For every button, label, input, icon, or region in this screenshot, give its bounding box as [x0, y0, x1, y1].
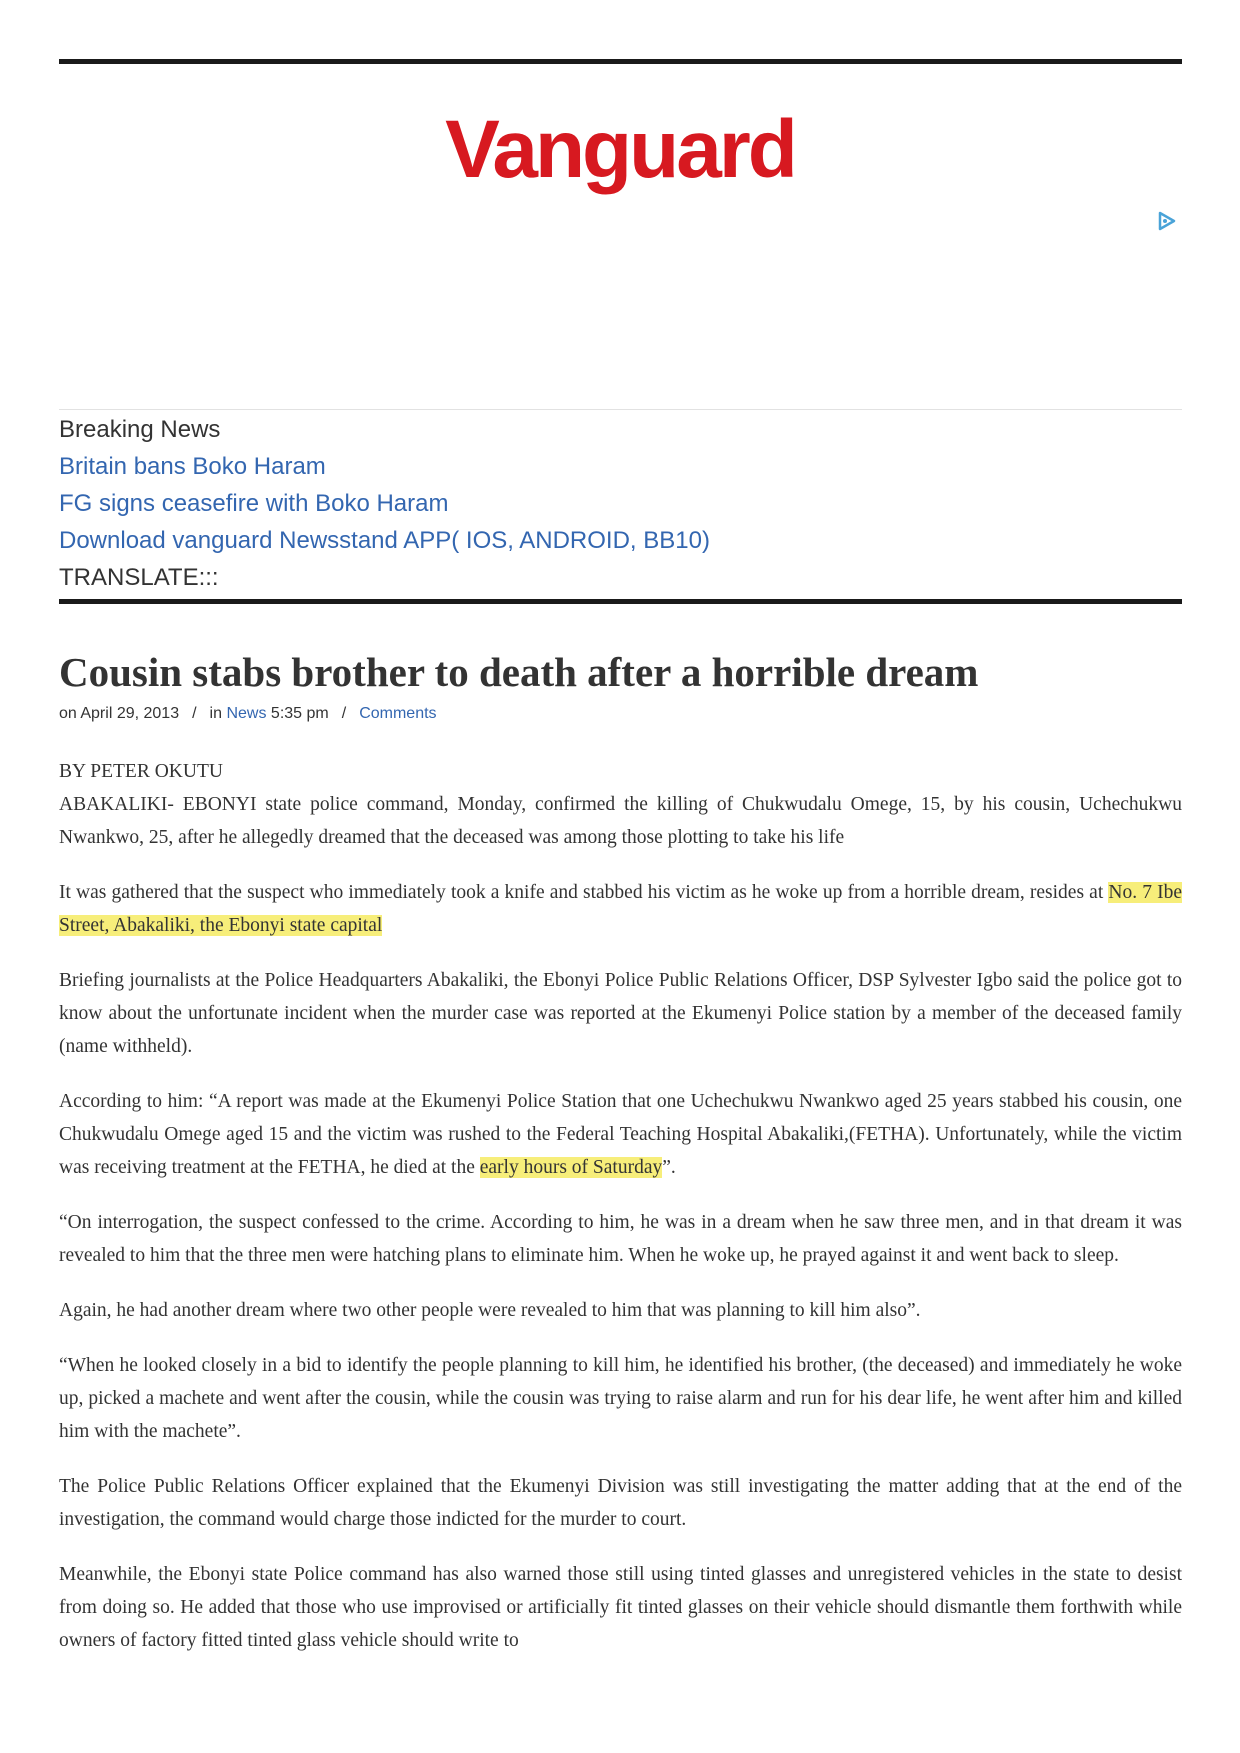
paragraph-text: ”. [662, 1157, 676, 1178]
paragraph-text: According to him: “A report was made at the Ekumenyi Police Station that one Uchechukwu Nwankwo aged 25 years stabbed his cousin, one Chukwudalu Omege aged 15 and the victim was rushed to the Federal Teaching Hospital Abakaliki,(FETHA). Unfortunately, while the victim was receiving treatment at the FETHA, he died at the [59, 1091, 1182, 1178]
article-paragraph: The Police Public Relations Officer explained that the Ekumenyi Division was still investigating the matter adding that at the end of the investigation, the command would charge those indicted for the murder to court. [59, 1476, 1182, 1530]
article-paragraph [59, 1085, 1182, 1184]
article-paragraph [59, 876, 1182, 942]
header-rule [59, 599, 1182, 604]
article-time: 5:35 pm [270, 705, 329, 722]
top-rule [59, 59, 1182, 64]
article-date: on April 29, 2013 [59, 705, 180, 722]
article-body [59, 755, 1182, 1679]
article-meta [59, 705, 437, 723]
translate-label[interactable]: TRANSLATE::: [59, 564, 219, 591]
article-paragraph: “When he looked closely in a bid to identify the people planning to kill him, he identified his brother, (the deceased) and immediately he woke up, picked a machete and went after the cousin, while the cousin was trying to raise alarm and run for his dear life, he went after him and killed him with the machete”. [59, 1355, 1182, 1442]
article-paragraph: ABAKALIKI- EBONYI state police command, Monday, confirmed the killing of Chukwudalu Omege, 15, by his cousin, Uchechukwu Nwankwo, 25, after he allegedly dreamed that the deceased was among those plotting to take his life [59, 794, 1182, 848]
vanguard-logo[interactable]: Vanguard [445, 104, 795, 195]
article-title: Cousin stabs brother to death after a horrible dream [59, 649, 979, 695]
article-paragraph: Briefing journalists at the Police Headquarters Abakaliki, the Ebonyi Police Public Relations Officer, DSP Sylvester Igbo said the police got to know about the unfortunate incident when the murder case was reported at the Ekumenyi Police station by a member of the deceased family (name withheld). [59, 970, 1182, 1057]
article-paragraph: “On interrogation, the suspect confessed to the crime. According to him, he was in a dream when he saw three men, and in that dream it was revealed to him that the three men were hatching plans to eliminate him. When he woke up, he prayed against it and went back to sleep. [59, 1212, 1182, 1266]
breaking-news-link[interactable]: Download vanguard Newsstand APP( IOS, ANDROID, BB10) [59, 527, 710, 554]
byline: BY PETER OKUTU [59, 761, 223, 782]
in-label: in [209, 705, 222, 722]
comments-link[interactable]: Comments [359, 705, 437, 722]
meta-separator: / [192, 705, 197, 722]
breaking-news-label: Breaking News [59, 416, 221, 443]
meta-separator: / [341, 705, 347, 722]
highlighted-text: No. 7 Ibe Street, Abakaliki, the Ebonyi state capital [59, 882, 1182, 936]
article-paragraph: Meanwhile, the Ebonyi state Police command has also warned those still using tinted glasses and unregistered vehicles in the state to desist from doing so. He added that those who use improvised or artificially fit tinted glasses on their vehicle should dismantle them forthwith while owners of factory fitted tinted glass vehicle should write to [59, 1564, 1182, 1651]
breaking-news-link[interactable]: FG signs ceasefire with Boko Haram [59, 490, 449, 517]
breaking-news-link[interactable]: Britain bans Boko Haram [59, 453, 326, 480]
category-link[interactable]: News [226, 705, 267, 722]
paragraph-text: It was gathered that the suspect who immediately took a knife and stabbed his victim as he woke up from a horrible dream, resides at [59, 882, 1109, 903]
article-paragraph: Again, he had another dream where two other people were revealed to him that was planning to kill him also”. [59, 1300, 921, 1321]
divider [59, 409, 1182, 410]
breaking-news-nav [59, 413, 710, 598]
adchoices-icon[interactable] [1156, 210, 1178, 232]
highlighted-text: early hours of Saturday [479, 1157, 663, 1178]
